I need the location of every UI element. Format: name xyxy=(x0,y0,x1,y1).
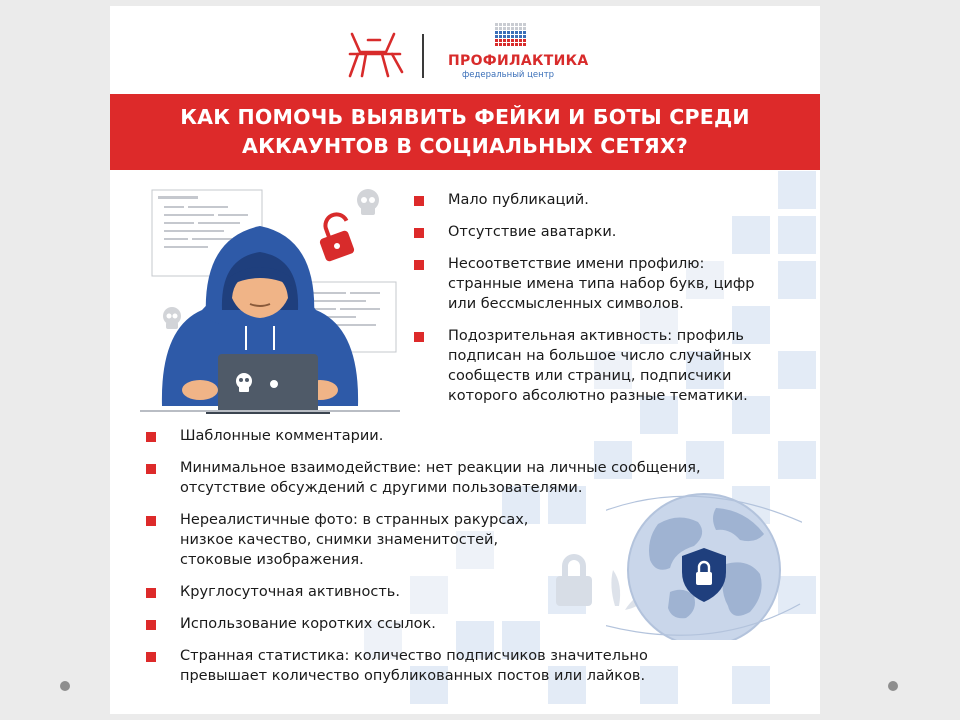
list-item-text: Подозрительная активность: профиль подписан на большое число случайных сообществ или страниц, подписчики которого абсолютно разные тематики. xyxy=(448,328,752,404)
list-item xyxy=(414,254,814,314)
list-item-text: Нереалистичные фото: в странных ракурсах, низкое качество, снимки знаменитостей, стоковые изображения. xyxy=(180,512,529,568)
list-item-text: Шаблонные комментарии. xyxy=(180,428,384,444)
square-bullet-icon xyxy=(414,196,424,206)
logo-header xyxy=(110,6,820,96)
list-item xyxy=(414,222,814,242)
slide-dot-left xyxy=(60,681,70,691)
list-item-text: Странная статистика: количество подписчиков значительно превышает количество опубликованных постов или лайков. xyxy=(180,648,648,684)
square-bullet-icon xyxy=(146,432,156,442)
flag-grid-logo-icon xyxy=(495,23,535,49)
title-band xyxy=(110,94,820,170)
list-item xyxy=(146,582,786,602)
list-item-text: Несоответствие имени профилю: странные имена типа набор букв, цифр или бессмысленных символов. xyxy=(448,256,755,312)
square-bullet-icon xyxy=(146,588,156,598)
list-item-text: Использование коротких ссылок. xyxy=(180,616,436,632)
list-item-text: Отсутствие аватарки. xyxy=(448,224,617,240)
signs-list-top xyxy=(414,190,814,418)
title-line-1: КАК ПОМОЧЬ ВЫЯВИТЬ ФЕЙКИ И БОТЫ СРЕДИ xyxy=(180,105,750,129)
square-bullet-icon xyxy=(146,516,156,526)
square-bullet-icon xyxy=(414,228,424,238)
square-bullet-icon xyxy=(414,332,424,342)
square-bullet-icon xyxy=(146,620,156,630)
list-item xyxy=(414,326,814,406)
page-title xyxy=(180,103,750,161)
square-bullet-icon xyxy=(146,464,156,474)
list-item-text: Минимальное взаимодействие: нет реакции на личные сообщения, отсутствие обсуждений с другими пользователями. xyxy=(180,460,701,496)
list-item xyxy=(414,190,814,210)
chair-logo-icon xyxy=(346,30,408,80)
signs-list-bottom xyxy=(146,426,786,698)
list-item xyxy=(146,510,786,570)
logo-divider xyxy=(422,34,424,78)
hacker-illustration xyxy=(110,178,410,414)
list-item xyxy=(146,646,786,686)
list-item xyxy=(146,458,786,498)
list-item-text: Мало публикаций. xyxy=(448,192,589,208)
brand-name: ПРОФИЛАКТИКА xyxy=(448,53,589,69)
list-item xyxy=(146,426,786,446)
square-bullet-icon xyxy=(414,260,424,270)
list-item-text: Круглосуточная активность. xyxy=(180,584,400,600)
brand-subtitle: федеральный центр xyxy=(462,70,555,80)
skull-left-icon xyxy=(163,307,181,329)
slide-dot-right xyxy=(888,681,898,691)
padlock-icon xyxy=(319,211,355,262)
square-bullet-icon xyxy=(146,652,156,662)
laptop-icon xyxy=(206,354,330,414)
list-item xyxy=(146,614,786,634)
skull-icon xyxy=(357,189,379,215)
title-line-2: АККАУНТОВ В СОЦИАЛЬНЫХ СЕТЯХ? xyxy=(242,134,688,158)
infographic-poster xyxy=(110,6,820,714)
